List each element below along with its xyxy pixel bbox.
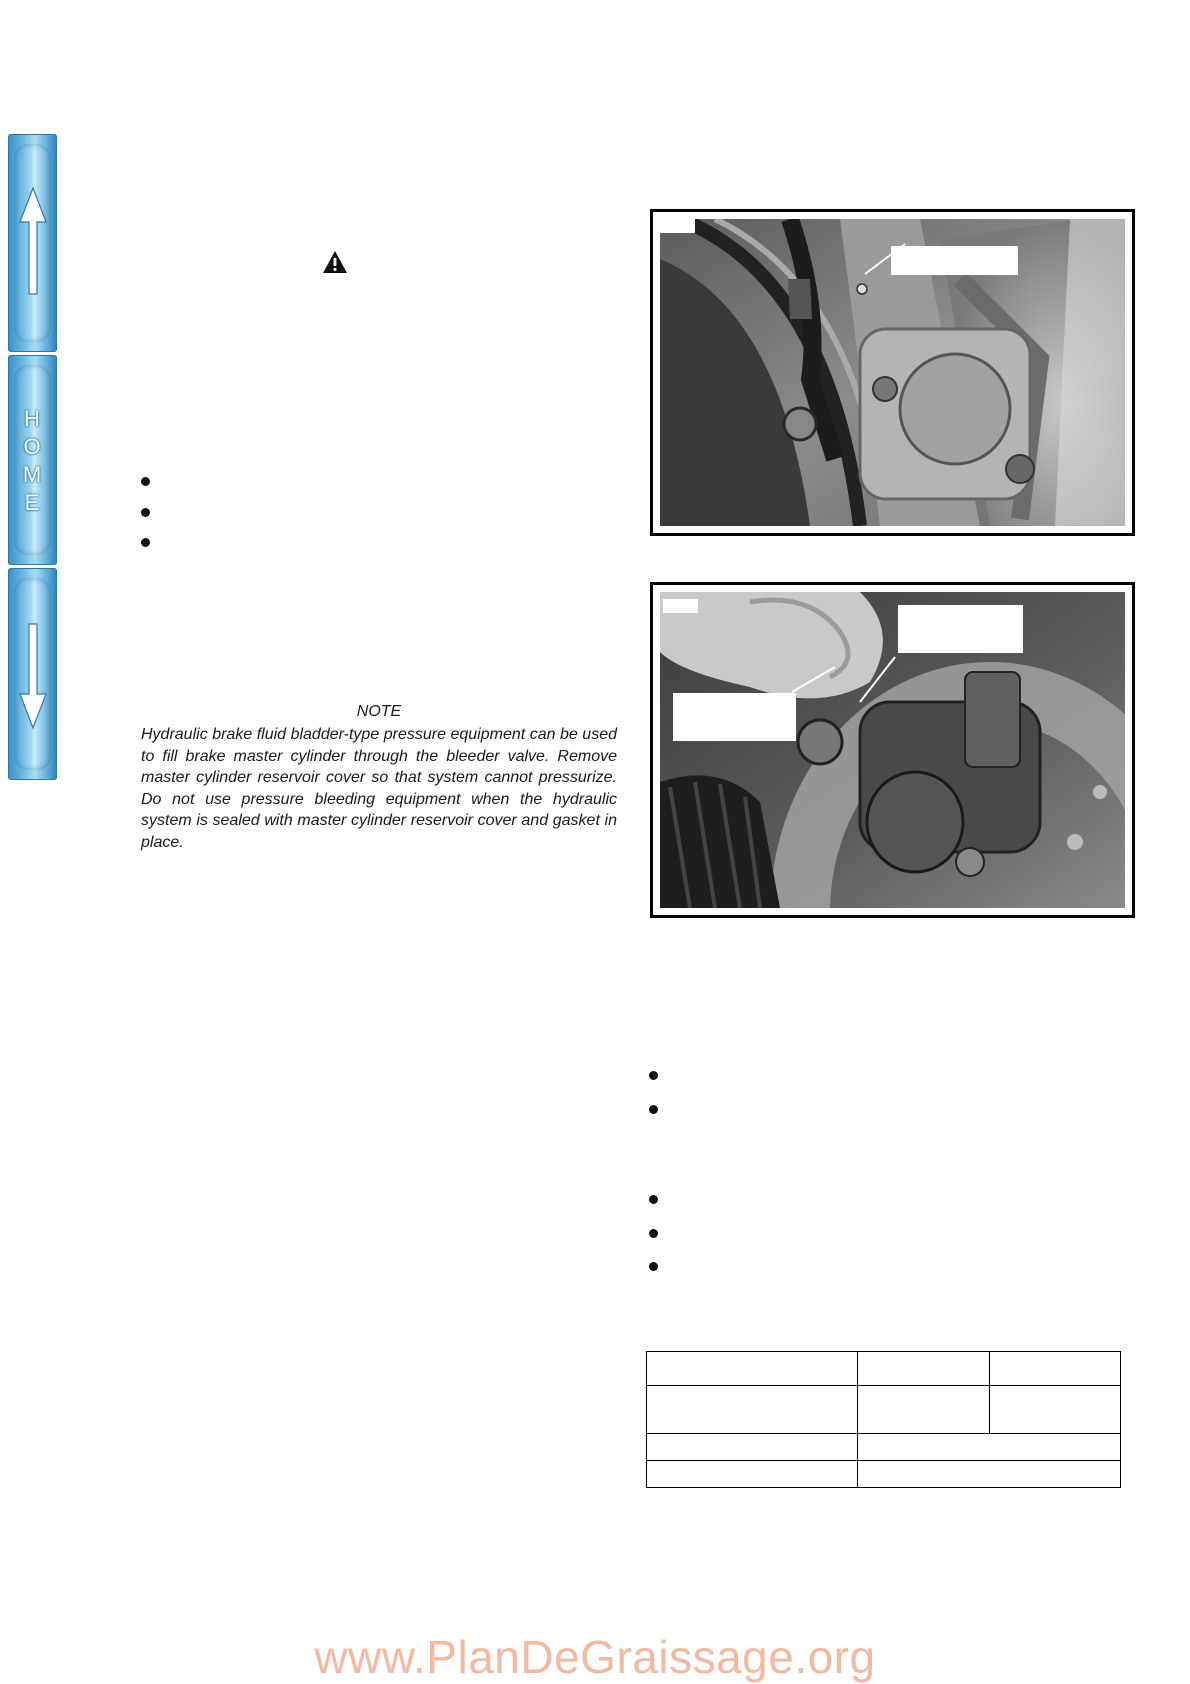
bullet-point: [141, 508, 150, 517]
arrow-up-icon: [8, 134, 57, 352]
table-row: [647, 1434, 1121, 1461]
table-cell: [647, 1434, 858, 1461]
home-letter-o: O: [23, 434, 42, 459]
arrow-down-icon: [8, 568, 57, 780]
table-cell: [858, 1461, 1121, 1488]
bullet-point: [649, 1105, 658, 1114]
bullet-point: [141, 477, 150, 486]
table-row: [647, 1352, 1121, 1386]
bullet-point: [141, 538, 150, 547]
bullet-point: [649, 1229, 658, 1238]
table-cell: [990, 1352, 1121, 1386]
bullet-point: [649, 1262, 658, 1271]
table-row: [647, 1386, 1121, 1434]
table-cell: [647, 1386, 858, 1434]
callout-box: [673, 693, 796, 741]
table-cell: [647, 1352, 858, 1386]
callout-box: [891, 246, 1018, 275]
specification-table: [646, 1351, 1121, 1488]
table-cell: [990, 1386, 1121, 1434]
scroll-down-button[interactable]: [8, 568, 57, 780]
table-row: [647, 1461, 1121, 1488]
note-text: Hydraulic brake fluid bladder-type pressure equipment can be used to fill brake master cylinder through the bleeder valve. Remove master cylinder reservoir cover so that system cannot pressurize. Do not use pressure bleeding equipment when the hydraulic system is sealed with master cylinder reservoir cover and gasket in place.: [141, 726, 617, 851]
warning-triangle-icon: [322, 250, 348, 274]
home-letter-h: H: [24, 406, 41, 431]
home-button[interactable]: [8, 355, 57, 565]
table-cell: [858, 1386, 990, 1434]
bullet-point: [649, 1195, 658, 1204]
home-letter-e: E: [24, 490, 41, 515]
figure-number-box: [660, 219, 695, 233]
home-label: [8, 405, 57, 517]
bullet-point: [649, 1071, 658, 1080]
scroll-up-button[interactable]: [8, 134, 57, 352]
table-cell: [858, 1352, 990, 1386]
table-cell: [858, 1434, 1121, 1461]
figure-number-box: [663, 599, 698, 613]
watermark-link[interactable]: www.PlanDeGraissage.org: [314, 1631, 876, 1683]
figure-bleeding-photo: [650, 582, 1135, 918]
note-heading: NOTE: [356, 703, 402, 720]
table-cell: [647, 1461, 858, 1488]
callout-box: [898, 605, 1023, 653]
home-letter-m: M: [22, 462, 43, 487]
bleeding-photo-image: [660, 592, 1125, 908]
figure-caliper-photo: [650, 209, 1135, 536]
